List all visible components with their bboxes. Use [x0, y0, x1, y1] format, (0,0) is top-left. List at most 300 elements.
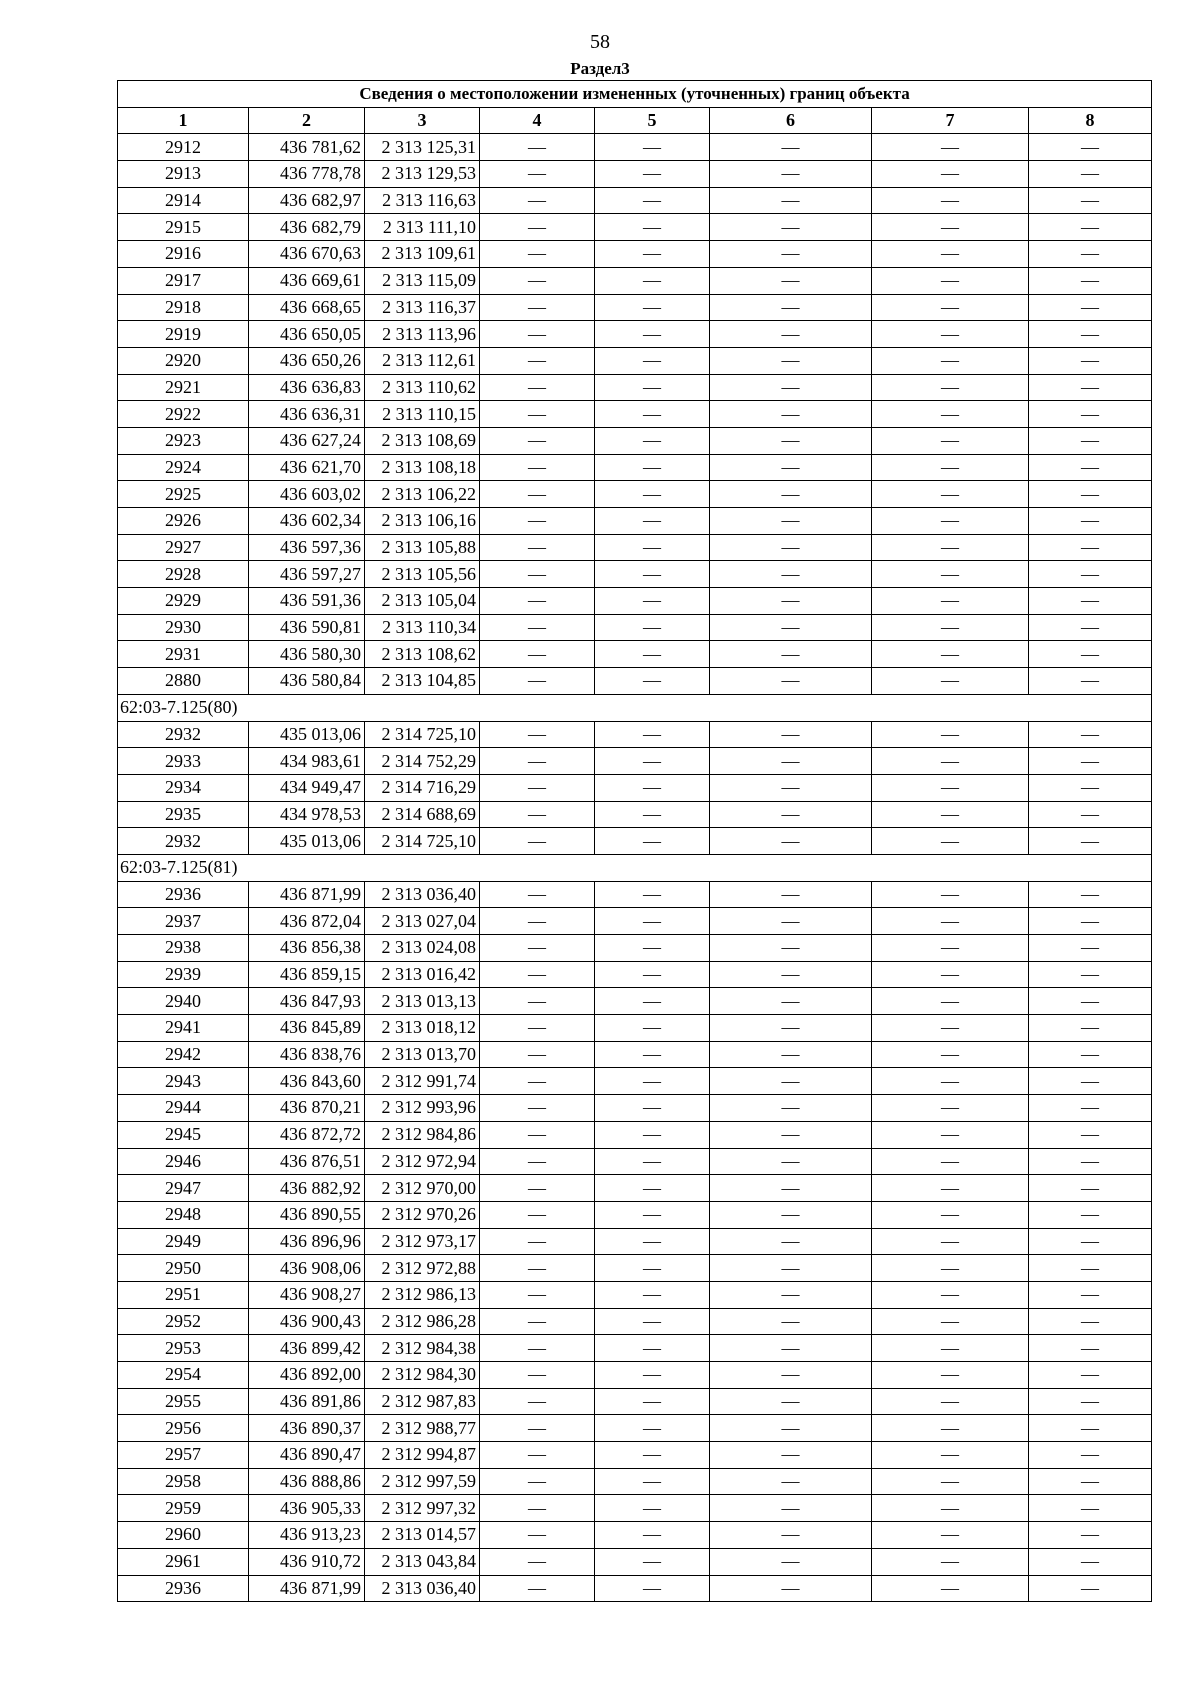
empty-value-dash: —: [1029, 828, 1152, 855]
empty-value-dash: —: [480, 161, 595, 188]
empty-value-dash: —: [480, 454, 595, 481]
empty-value-dash: —: [595, 988, 710, 1015]
empty-value-dash: —: [872, 1255, 1029, 1282]
empty-value-dash: —: [595, 1201, 710, 1228]
x-coordinate: 436 870,21: [249, 1095, 365, 1122]
empty-value-dash: —: [480, 1548, 595, 1575]
empty-value-dash: —: [480, 427, 595, 454]
empty-value-dash: —: [480, 1362, 595, 1389]
table-row: [118, 214, 1152, 241]
empty-value-dash: —: [710, 1335, 872, 1362]
y-coordinate: 2 312 973,17: [365, 1228, 480, 1255]
empty-value-dash: —: [1029, 988, 1152, 1015]
y-coordinate: 2 313 112,61: [365, 347, 480, 374]
empty-value-dash: —: [710, 214, 872, 241]
empty-value-dash: —: [710, 1148, 872, 1175]
empty-value-dash: —: [1029, 774, 1152, 801]
empty-value-dash: —: [872, 721, 1029, 748]
y-coordinate: 2 313 111,10: [365, 214, 480, 241]
empty-value-dash: —: [872, 374, 1029, 401]
empty-value-dash: —: [710, 668, 872, 695]
point-number: 2936: [118, 1575, 249, 1602]
empty-value-dash: —: [1029, 347, 1152, 374]
empty-value-dash: —: [595, 1415, 710, 1442]
table-row: [118, 1095, 1152, 1122]
empty-value-dash: —: [480, 267, 595, 294]
empty-value-dash: —: [1029, 1228, 1152, 1255]
point-number: 2932: [118, 828, 249, 855]
table-row: [118, 1228, 1152, 1255]
empty-value-dash: —: [710, 267, 872, 294]
y-coordinate: 2 312 972,88: [365, 1255, 480, 1282]
y-coordinate: 2 312 972,94: [365, 1148, 480, 1175]
empty-value-dash: —: [872, 908, 1029, 935]
empty-value-dash: —: [710, 1281, 872, 1308]
empty-value-dash: —: [1029, 321, 1152, 348]
empty-value-dash: —: [480, 988, 595, 1015]
table-row: [118, 1068, 1152, 1095]
empty-value-dash: —: [595, 935, 710, 962]
empty-value-dash: —: [872, 641, 1029, 668]
x-coordinate: 436 913,23: [249, 1522, 365, 1549]
empty-value-dash: —: [872, 961, 1029, 988]
empty-value-dash: —: [1029, 1068, 1152, 1095]
x-coordinate: 436 905,33: [249, 1495, 365, 1522]
y-coordinate: 2 313 108,62: [365, 641, 480, 668]
empty-value-dash: —: [480, 1148, 595, 1175]
x-coordinate: 436 888,86: [249, 1468, 365, 1495]
point-number: 2937: [118, 908, 249, 935]
empty-value-dash: —: [710, 294, 872, 321]
empty-value-dash: —: [872, 1121, 1029, 1148]
empty-value-dash: —: [710, 1575, 872, 1602]
empty-value-dash: —: [595, 161, 710, 188]
empty-value-dash: —: [710, 721, 872, 748]
empty-value-dash: —: [1029, 881, 1152, 908]
y-coordinate: 2 312 991,74: [365, 1068, 480, 1095]
empty-value-dash: —: [872, 1068, 1029, 1095]
empty-value-dash: —: [872, 481, 1029, 508]
point-number: 2912: [118, 134, 249, 161]
point-number: 2957: [118, 1442, 249, 1469]
column-header: 6: [710, 107, 872, 134]
y-coordinate: 2 313 036,40: [365, 1575, 480, 1602]
empty-value-dash: —: [480, 401, 595, 428]
empty-value-dash: —: [595, 508, 710, 535]
empty-value-dash: —: [1029, 401, 1152, 428]
empty-value-dash: —: [710, 828, 872, 855]
empty-value-dash: —: [595, 241, 710, 268]
empty-value-dash: —: [595, 1388, 710, 1415]
empty-value-dash: —: [710, 961, 872, 988]
point-number: 2947: [118, 1175, 249, 1202]
empty-value-dash: —: [595, 1068, 710, 1095]
y-coordinate: 2 312 970,00: [365, 1175, 480, 1202]
empty-value-dash: —: [710, 481, 872, 508]
empty-value-dash: —: [872, 508, 1029, 535]
x-coordinate: 436 580,84: [249, 668, 365, 695]
empty-value-dash: —: [1029, 1362, 1152, 1389]
y-coordinate: 2 313 129,53: [365, 161, 480, 188]
empty-value-dash: —: [595, 774, 710, 801]
empty-value-dash: —: [1029, 1548, 1152, 1575]
coordinates-table: [117, 80, 1152, 1602]
point-number: 2921: [118, 374, 249, 401]
table-row: [118, 1255, 1152, 1282]
x-coordinate: 436 847,93: [249, 988, 365, 1015]
empty-value-dash: —: [480, 1442, 595, 1469]
empty-value-dash: —: [710, 1041, 872, 1068]
table-row: [118, 614, 1152, 641]
empty-value-dash: —: [710, 1495, 872, 1522]
x-coordinate: 436 650,26: [249, 347, 365, 374]
point-number: 2914: [118, 187, 249, 214]
empty-value-dash: —: [872, 614, 1029, 641]
empty-value-dash: —: [480, 668, 595, 695]
table-row: [118, 1041, 1152, 1068]
empty-value-dash: —: [1029, 1575, 1152, 1602]
empty-value-dash: —: [872, 187, 1029, 214]
point-number: 2880: [118, 668, 249, 695]
x-coordinate: 436 908,27: [249, 1281, 365, 1308]
y-coordinate: 2 313 104,85: [365, 668, 480, 695]
empty-value-dash: —: [872, 1228, 1029, 1255]
x-coordinate: 436 627,24: [249, 427, 365, 454]
empty-value-dash: —: [480, 374, 595, 401]
x-coordinate: 436 890,55: [249, 1201, 365, 1228]
table-row: [118, 454, 1152, 481]
empty-value-dash: —: [710, 454, 872, 481]
empty-value-dash: —: [1029, 1442, 1152, 1469]
x-coordinate: 436 591,36: [249, 588, 365, 615]
empty-value-dash: —: [872, 774, 1029, 801]
y-coordinate: 2 313 013,70: [365, 1041, 480, 1068]
table-row: [118, 374, 1152, 401]
empty-value-dash: —: [1029, 1281, 1152, 1308]
table-row: [118, 935, 1152, 962]
empty-value-dash: —: [480, 1095, 595, 1122]
empty-value-dash: —: [872, 828, 1029, 855]
y-coordinate: 2 313 116,63: [365, 187, 480, 214]
x-coordinate: 436 856,38: [249, 935, 365, 962]
point-number: 2927: [118, 534, 249, 561]
empty-value-dash: —: [480, 214, 595, 241]
point-number: 2931: [118, 641, 249, 668]
empty-value-dash: —: [710, 881, 872, 908]
empty-value-dash: —: [1029, 1121, 1152, 1148]
empty-value-dash: —: [710, 1015, 872, 1042]
empty-value-dash: —: [1029, 214, 1152, 241]
y-coordinate: 2 312 997,59: [365, 1468, 480, 1495]
empty-value-dash: —: [595, 748, 710, 775]
table-row: [118, 721, 1152, 748]
table-row: [118, 508, 1152, 535]
column-header: 2: [249, 107, 365, 134]
table-row: [118, 267, 1152, 294]
point-number: 2953: [118, 1335, 249, 1362]
empty-value-dash: —: [480, 641, 595, 668]
table-row: [118, 828, 1152, 855]
column-header: 7: [872, 107, 1029, 134]
empty-value-dash: —: [595, 801, 710, 828]
x-coordinate: 436 650,05: [249, 321, 365, 348]
table-row: [118, 961, 1152, 988]
empty-value-dash: —: [480, 508, 595, 535]
empty-value-dash: —: [595, 1548, 710, 1575]
point-number: 2938: [118, 935, 249, 962]
column-header: 8: [1029, 107, 1152, 134]
empty-value-dash: —: [480, 1308, 595, 1335]
point-number: 2929: [118, 588, 249, 615]
y-coordinate: 2 312 986,28: [365, 1308, 480, 1335]
empty-value-dash: —: [480, 1068, 595, 1095]
table-row: [118, 1201, 1152, 1228]
empty-value-dash: —: [1029, 614, 1152, 641]
empty-value-dash: —: [595, 321, 710, 348]
x-coordinate: 436 900,43: [249, 1308, 365, 1335]
y-coordinate: 2 314 725,10: [365, 828, 480, 855]
empty-value-dash: —: [710, 1121, 872, 1148]
empty-value-dash: —: [710, 1201, 872, 1228]
empty-value-dash: —: [710, 1255, 872, 1282]
y-coordinate: 2 313 106,22: [365, 481, 480, 508]
x-coordinate: 436 603,02: [249, 481, 365, 508]
empty-value-dash: —: [872, 668, 1029, 695]
x-coordinate: 436 859,15: [249, 961, 365, 988]
y-coordinate: 2 313 105,56: [365, 561, 480, 588]
table-row: [118, 668, 1152, 695]
table-row: [118, 134, 1152, 161]
empty-value-dash: —: [872, 1175, 1029, 1202]
point-number: 2930: [118, 614, 249, 641]
empty-value-dash: —: [595, 1015, 710, 1042]
empty-value-dash: —: [480, 347, 595, 374]
empty-value-dash: —: [1029, 1041, 1152, 1068]
point-number: 2960: [118, 1522, 249, 1549]
x-coordinate: 434 949,47: [249, 774, 365, 801]
x-coordinate: 436 890,37: [249, 1415, 365, 1442]
point-number: 2954: [118, 1362, 249, 1389]
empty-value-dash: —: [480, 588, 595, 615]
empty-value-dash: —: [1029, 1308, 1152, 1335]
column-header: 3: [365, 107, 480, 134]
empty-value-dash: —: [872, 534, 1029, 561]
empty-value-dash: —: [595, 641, 710, 668]
empty-value-dash: —: [872, 1201, 1029, 1228]
point-number: 2917: [118, 267, 249, 294]
table-row: [118, 294, 1152, 321]
empty-value-dash: —: [1029, 1148, 1152, 1175]
empty-value-dash: —: [480, 614, 595, 641]
point-number: 2945: [118, 1121, 249, 1148]
table-row: [118, 534, 1152, 561]
x-coordinate: 436 781,62: [249, 134, 365, 161]
empty-value-dash: —: [872, 1495, 1029, 1522]
point-number: 2959: [118, 1495, 249, 1522]
empty-value-dash: —: [480, 1121, 595, 1148]
y-coordinate: 2 314 752,29: [365, 748, 480, 775]
empty-value-dash: —: [480, 961, 595, 988]
y-coordinate: 2 313 018,12: [365, 1015, 480, 1042]
empty-value-dash: —: [480, 561, 595, 588]
empty-value-dash: —: [710, 161, 872, 188]
table-row: [118, 1175, 1152, 1202]
table-row: [118, 1362, 1152, 1389]
empty-value-dash: —: [872, 267, 1029, 294]
point-number: 2942: [118, 1041, 249, 1068]
empty-value-dash: —: [480, 187, 595, 214]
point-number: 2941: [118, 1015, 249, 1042]
empty-value-dash: —: [480, 1015, 595, 1042]
table-row: [118, 908, 1152, 935]
empty-value-dash: —: [480, 828, 595, 855]
table-row: [118, 321, 1152, 348]
y-coordinate: 2 312 984,38: [365, 1335, 480, 1362]
empty-value-dash: —: [710, 588, 872, 615]
empty-value-dash: —: [872, 588, 1029, 615]
table-row: [118, 561, 1152, 588]
x-coordinate: 436 876,51: [249, 1148, 365, 1175]
point-number: 2919: [118, 321, 249, 348]
x-coordinate: 436 890,47: [249, 1442, 365, 1469]
y-coordinate: 2 313 116,37: [365, 294, 480, 321]
empty-value-dash: —: [595, 881, 710, 908]
empty-value-dash: —: [480, 1388, 595, 1415]
empty-value-dash: —: [872, 881, 1029, 908]
empty-value-dash: —: [1029, 241, 1152, 268]
point-number: 2956: [118, 1415, 249, 1442]
empty-value-dash: —: [872, 801, 1029, 828]
empty-value-dash: —: [480, 1175, 595, 1202]
empty-value-dash: —: [595, 1362, 710, 1389]
y-coordinate: 2 313 016,42: [365, 961, 480, 988]
table-row: [118, 1442, 1152, 1469]
empty-value-dash: —: [480, 1495, 595, 1522]
table-row: [118, 588, 1152, 615]
empty-value-dash: —: [1029, 454, 1152, 481]
empty-value-dash: —: [595, 961, 710, 988]
empty-value-dash: —: [710, 1095, 872, 1122]
y-coordinate: 2 312 997,32: [365, 1495, 480, 1522]
empty-value-dash: —: [595, 721, 710, 748]
table-row: [118, 988, 1152, 1015]
empty-value-dash: —: [710, 427, 872, 454]
empty-value-dash: —: [595, 561, 710, 588]
empty-value-dash: —: [1029, 588, 1152, 615]
x-coordinate: 436 670,63: [249, 241, 365, 268]
table-row: [118, 1281, 1152, 1308]
empty-value-dash: —: [872, 1362, 1029, 1389]
point-number: 2946: [118, 1148, 249, 1175]
empty-value-dash: —: [595, 347, 710, 374]
empty-value-dash: —: [710, 801, 872, 828]
y-coordinate: 2 313 043,84: [365, 1548, 480, 1575]
table-row: [118, 1148, 1152, 1175]
empty-value-dash: —: [595, 134, 710, 161]
empty-value-dash: —: [872, 1308, 1029, 1335]
y-coordinate: 2 313 013,13: [365, 988, 480, 1015]
y-coordinate: 2 314 716,29: [365, 774, 480, 801]
empty-value-dash: —: [1029, 294, 1152, 321]
point-number: 2958: [118, 1468, 249, 1495]
empty-value-dash: —: [710, 1468, 872, 1495]
y-coordinate: 2 313 115,09: [365, 267, 480, 294]
point-number: 2916: [118, 241, 249, 268]
empty-value-dash: —: [480, 774, 595, 801]
empty-value-dash: —: [1029, 1495, 1152, 1522]
table-row: [118, 1015, 1152, 1042]
y-coordinate: 2 312 986,13: [365, 1281, 480, 1308]
empty-value-dash: —: [480, 321, 595, 348]
y-coordinate: 2 313 014,57: [365, 1522, 480, 1549]
empty-value-dash: —: [872, 427, 1029, 454]
empty-value-dash: —: [710, 1415, 872, 1442]
empty-value-dash: —: [1029, 908, 1152, 935]
x-coordinate: 436 882,92: [249, 1175, 365, 1202]
x-coordinate: 436 778,78: [249, 161, 365, 188]
empty-value-dash: —: [1029, 1522, 1152, 1549]
y-coordinate: 2 313 036,40: [365, 881, 480, 908]
empty-value-dash: —: [1029, 561, 1152, 588]
empty-value-dash: —: [872, 1575, 1029, 1602]
y-coordinate: 2 313 024,08: [365, 935, 480, 962]
point-number: 2928: [118, 561, 249, 588]
point-number: 2923: [118, 427, 249, 454]
x-coordinate: 436 871,99: [249, 881, 365, 908]
x-coordinate: 436 908,06: [249, 1255, 365, 1282]
empty-value-dash: —: [480, 935, 595, 962]
empty-value-dash: —: [1029, 1015, 1152, 1042]
empty-value-dash: —: [480, 294, 595, 321]
group-header-row: [118, 854, 1152, 881]
point-number: 2932: [118, 721, 249, 748]
empty-value-dash: —: [595, 214, 710, 241]
table-row: [118, 1468, 1152, 1495]
empty-value-dash: —: [872, 214, 1029, 241]
empty-value-dash: —: [595, 1148, 710, 1175]
point-number: 2915: [118, 214, 249, 241]
empty-value-dash: —: [1029, 1255, 1152, 1282]
point-number: 2951: [118, 1281, 249, 1308]
empty-value-dash: —: [595, 267, 710, 294]
x-coordinate: 436 871,99: [249, 1575, 365, 1602]
point-number: 2940: [118, 988, 249, 1015]
empty-value-dash: —: [872, 321, 1029, 348]
point-number: 2955: [118, 1388, 249, 1415]
x-coordinate: 436 872,72: [249, 1121, 365, 1148]
empty-value-dash: —: [595, 1522, 710, 1549]
column-header: 1: [118, 107, 249, 134]
empty-value-dash: —: [710, 187, 872, 214]
table-row: [118, 1575, 1152, 1602]
table-row: [118, 187, 1152, 214]
empty-value-dash: —: [710, 401, 872, 428]
y-coordinate: 2 313 113,96: [365, 321, 480, 348]
y-coordinate: 2 312 984,30: [365, 1362, 480, 1389]
point-number: 2924: [118, 454, 249, 481]
empty-value-dash: —: [710, 1362, 872, 1389]
table-row: [118, 881, 1152, 908]
empty-value-dash: —: [872, 134, 1029, 161]
empty-value-dash: —: [1029, 1468, 1152, 1495]
empty-value-dash: —: [710, 935, 872, 962]
empty-value-dash: —: [595, 1495, 710, 1522]
empty-value-dash: —: [872, 1281, 1029, 1308]
empty-value-dash: —: [595, 614, 710, 641]
empty-value-dash: —: [1029, 267, 1152, 294]
empty-value-dash: —: [480, 1468, 595, 1495]
empty-value-dash: —: [595, 1095, 710, 1122]
